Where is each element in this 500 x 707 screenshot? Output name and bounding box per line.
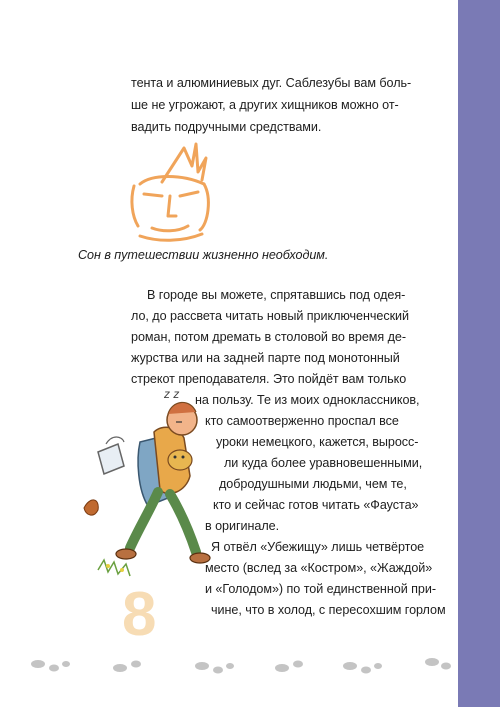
text-line: кто самоотверженно проспал все: [205, 414, 399, 428]
side-color-bar: [458, 0, 500, 707]
text-line: ло, до рассвета читать новый приключенческий: [131, 309, 410, 323]
text-line: Я отвёл «Убежищу» лишь четвёртое: [211, 540, 425, 554]
text-line: место (вслед за «Костром», «Жаждой»: [205, 561, 433, 575]
page-number: 8: [122, 580, 155, 649]
text-line: стрекот преподавателя. Это пойдёт вам только: [131, 372, 407, 386]
text-line: тента и алюминиевых дуг. Саблезубы вам боль-: [131, 76, 412, 90]
section-heading: Сон в путешествии жизненно необходим.: [78, 248, 329, 262]
text-line: ли куда более уравновешенными,: [224, 456, 423, 470]
face-sketch-illustration: [122, 140, 222, 245]
text-line: добродушными людьми, чем те,: [219, 477, 407, 491]
text-line: на пользу. Те из моих одноклассников,: [195, 393, 420, 407]
text-line: в оригинале.: [205, 519, 280, 533]
text-line: вадить подручными средствами.: [131, 120, 322, 134]
text-line: журства или на задней парте под монотонный: [131, 351, 400, 365]
sleepy-hiker-illustration: [78, 380, 218, 585]
text-line: чине, что в холод, с пересохшим горлом: [211, 603, 446, 617]
text-line: В городе вы можете, спрятавшись под одея-: [147, 288, 406, 302]
text-line: ше не угрожают, а других хищников можно от-: [131, 98, 399, 112]
snore-text: z z: [164, 387, 180, 401]
text-line: и «Голодом») по той единственной при-: [205, 582, 436, 596]
text-line: кто и сейчас готов читать «Фауста»: [213, 498, 419, 512]
text-line: уроки немецкого, кажется, выросс-: [216, 435, 419, 449]
footprints-decoration: [0, 648, 458, 688]
text-line: роман, потом дремать в столовой во время де-: [131, 330, 407, 344]
